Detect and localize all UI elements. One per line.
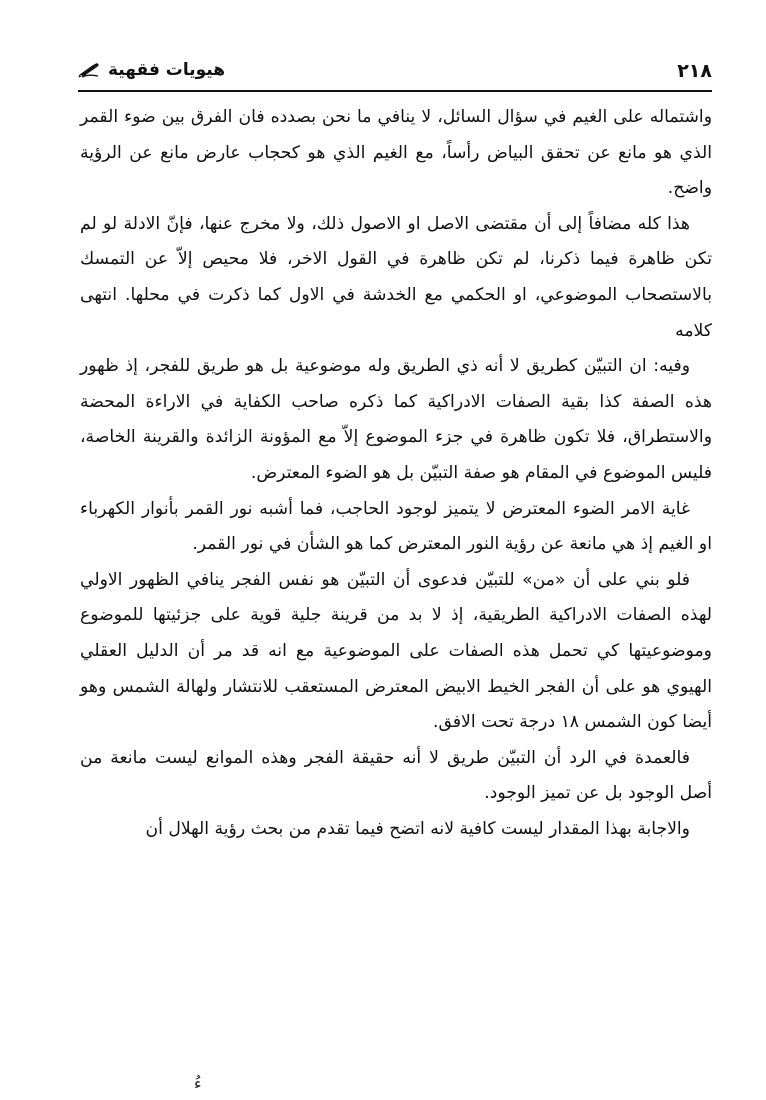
- page-header: [78, 52, 712, 92]
- pen-icon: [78, 62, 100, 78]
- page-number: ٢١٨: [677, 60, 712, 82]
- book-title-group: [78, 60, 225, 80]
- footer-mark: ءُ: [194, 1074, 202, 1093]
- paragraph-4: غاية الامر الضوء المعترض لا يتميز لوجود الحاجب، فما أشبه نور القمر بأنوار الكهرباء او الغيم إذ هي مانعة عن رؤية النور المعترض كما هو الشأن في نور القمر.: [80, 498, 712, 555]
- paragraph-2: هذا كله مضافاً إلى أن مقتضى الاصل او الاصول ذلك، ولا مخرج عنها، فإنّ الادلة لو لم تكن ظاهرة فيما ذكرنا، لم تكن ظاهرة في القول الاخر، فلا محيص إلاّ عن التمسك بالاستصحاب الموضوعي، او الحكمي مع الخدشة في الاول كما ذكرت في محلها. انتهى كلامه: [80, 213, 712, 341]
- paragraph-1: واشتماله على الغيم في سؤال السائل، لا ينافي ما نحن بصدده فان الفرق بين ضوء القمر الذي هو مانع عن تحقق البياض رأساً، مع الغيم الذي هو كحجاب عارض مانع عن الرؤية واضح.: [80, 107, 712, 199]
- book-title: هيويات فقهية: [108, 60, 225, 80]
- paragraph-7: والاجابة بهذا المقدار ليست كافية لانه اتضح فيما تقدم من بحث رؤية الهلال أن: [145, 818, 690, 839]
- paragraph-3: وفيه: ان التبيّن كطريق لا أنه ذي الطريق وله موضوعية بل هو طريق للفجر، إذ ظهور هذه الصفة كذا بقية الصفات الادراكية كما ذكره صاحب الكفاية في الاراءة المحضة والاستطراق، فلا تكون ظاهرة في جزء الموضوع إلاّ مع المؤونة الزائدة والقرينة الخاصة، فليس الموضوع في المقام هو صفة التبيّن بل هو الضوء المعترض.: [80, 356, 712, 483]
- body-text: [80, 100, 712, 847]
- paragraph-5: فلو بني على أن «من» للتبيّن فدعوى أن التبيّن هو نفس الفجر ينافي الظهور الاولي لهذه الصفات الادراكية الطريقية، إذ لا بد من قرينة جلية قوية على جزئيتها للموضوع وموضوعيتها كي تحمل هذه الصفات على الموضوعية مع انه قد مر أن الدليل العقلي الهيوي هو على أن الفجر الخيط الابيض المعترض المستعقب للانتشار ولهالة الشمس وهو أيضا كون الشمس ١٨ درجة تحت الافق.: [80, 569, 712, 733]
- paragraph-6: فالعمدة في الرد أن التبيّن طريق لا أنه حقيقة الفجر وهذه الموانع ليست مانعة من أصل الوجود بل عن تميز الوجود.: [80, 747, 712, 804]
- header-rule: [78, 90, 712, 92]
